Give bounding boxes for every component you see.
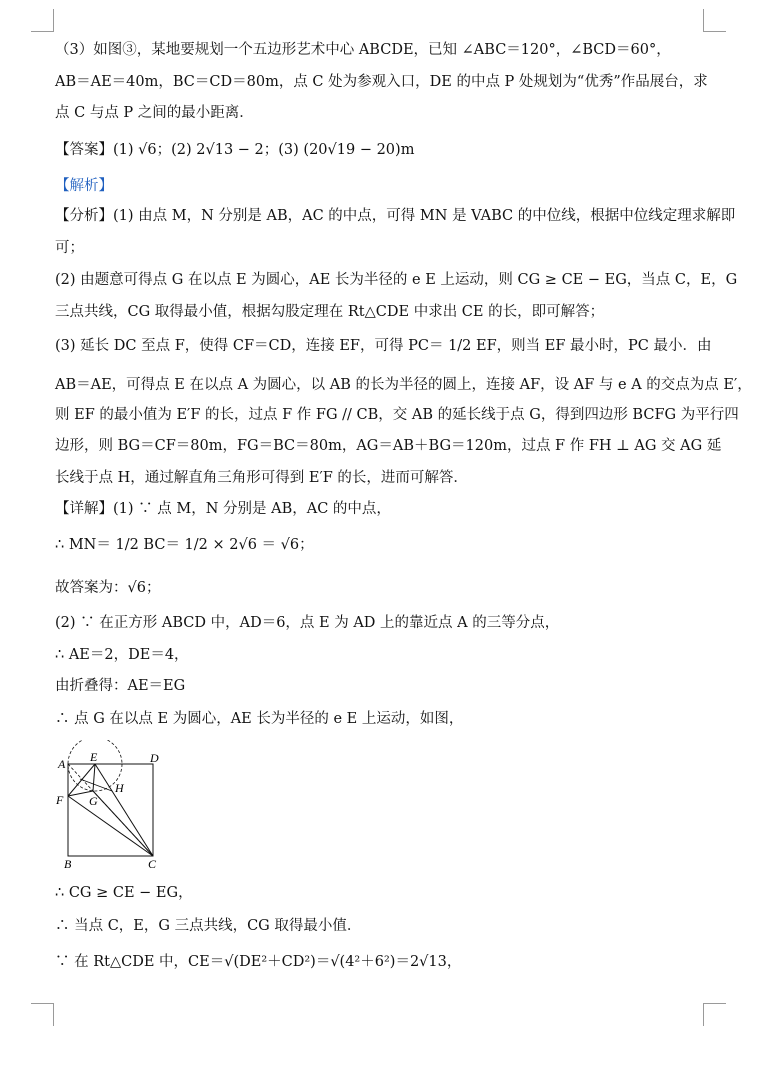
- analysis-heading: 【解析】: [55, 178, 113, 194]
- geometry-figure: [52, 740, 172, 872]
- diagonal-ac: [68, 764, 153, 856]
- analysis-line-5: (3) 延长 DC 至点 F，使得 CF＝CD，连接 EF，可得 PC＝ 1/2 EF，则当 EF 最小时，PC 最小．由: [55, 338, 712, 354]
- detail-line-1: 【详解】(1) ∵ 点 M，N 分别是 AB，AC 的中点，: [55, 501, 391, 517]
- label-f: F: [56, 793, 64, 807]
- detail-line-2: ∴ MN＝ 1/2 BC＝ 1/2 × 2√6 ＝ √6；: [55, 537, 314, 553]
- problem-line-3: 点 C 与点 P 之间的最小距离．: [55, 105, 254, 121]
- detail-line-10: ∵ 在 Rt△CDE 中，CE＝√(DE²＋CD²)＝√(4²＋6²)＝2√13，: [55, 954, 462, 970]
- segment-fc: [68, 796, 153, 856]
- problem-line-2: AB＝AE＝40m，BC＝CD＝80m，点 C 处为参观入口，DE 的中点 P 处规划为“优秀”作品展台，求: [55, 74, 708, 90]
- analysis-line-3: (2) 由题意可得点 G 在以点 E 为圆心，AE 长为半径的 e E 上运动，则 CG ≥ CE − EG，当点 C，E，G: [55, 272, 738, 288]
- segment-ec: [95, 764, 153, 856]
- detail-line-9: ∴ 当点 C，E，G 三点共线，CG 取得最小值．: [55, 918, 362, 934]
- label-h: H: [115, 781, 124, 795]
- detail-line-7: ∴ 点 G 在以点 E 为圆心，AE 长为半径的 e E 上运动，如图，: [55, 711, 464, 727]
- analysis-line-8: 边形，则 BG＝CF＝80m，FG＝BC＝80m，AG＝AB＋BG＝120m，过点 F 作 FH ⊥ AG 交 AG 延: [55, 438, 722, 454]
- analysis-line-7: 则 EF 的最小值为 E′F 的长，过点 F 作 FG // CB，交 AB 的延长线于点 G，得到四边形 BCFG 为平行四: [55, 407, 739, 423]
- label-e: E: [90, 750, 98, 764]
- analysis-line-1: 【分析】(1) 由点 M，N 分别是 AB，AC 的中点，可得 MN 是 VABC 的中位线，根据中位线定理求解即: [55, 208, 736, 224]
- label-b: B: [64, 857, 72, 871]
- detail-line-4: (2) ∵ 在正方形 ABCD 中，AD＝6，点 E 为 AD 上的靠近点 A 的三等分点，: [55, 615, 560, 631]
- corner-mark-bottom-right: [703, 1003, 726, 1026]
- analysis-line-6: AB＝AE，可得点 E 在以点 A 为圆心，以 AB 的长为半径的圆上，连接 AF，设 AF 与 e A 的交点为点 E′，: [55, 377, 752, 393]
- detail-line-3: 故答案为：√6；: [55, 580, 161, 596]
- analysis-line-9: 长线于点 H，通过解直角三角形可得到 E′F 的长，进而可解答．: [55, 470, 468, 486]
- detail-line-6: 由折叠得：AE＝EG: [55, 678, 186, 694]
- corner-mark-top-right: [703, 9, 726, 32]
- detail-line-8: ∴ CG ≥ CE − EG，: [55, 885, 193, 901]
- analysis-line-4: 三点共线，CG 取得最小值，根据勾股定理在 Rt△CDE 中求出 CE 的长，即可解答；: [55, 304, 605, 320]
- answer-line: 【答案】(1) √6；(2) 2√13 − 2；(3) (20√19 − 20)m: [55, 142, 415, 158]
- label-g: G: [89, 794, 98, 808]
- problem-line-1: （3）如图③，某地要规划一个五边形艺术中心 ABCDE，已知 ∠ABC＝120°，∠BCD＝60°，: [55, 42, 671, 58]
- label-a: A: [58, 757, 66, 771]
- analysis-line-2: 可；: [55, 240, 84, 256]
- corner-mark-bottom-left: [31, 1003, 54, 1026]
- label-c: C: [148, 857, 157, 871]
- label-d: D: [150, 751, 159, 765]
- detail-line-5: ∴ AE＝2，DE＝4，: [55, 647, 189, 663]
- corner-mark-top-left: [31, 9, 54, 32]
- segment-eg: [93, 764, 95, 791]
